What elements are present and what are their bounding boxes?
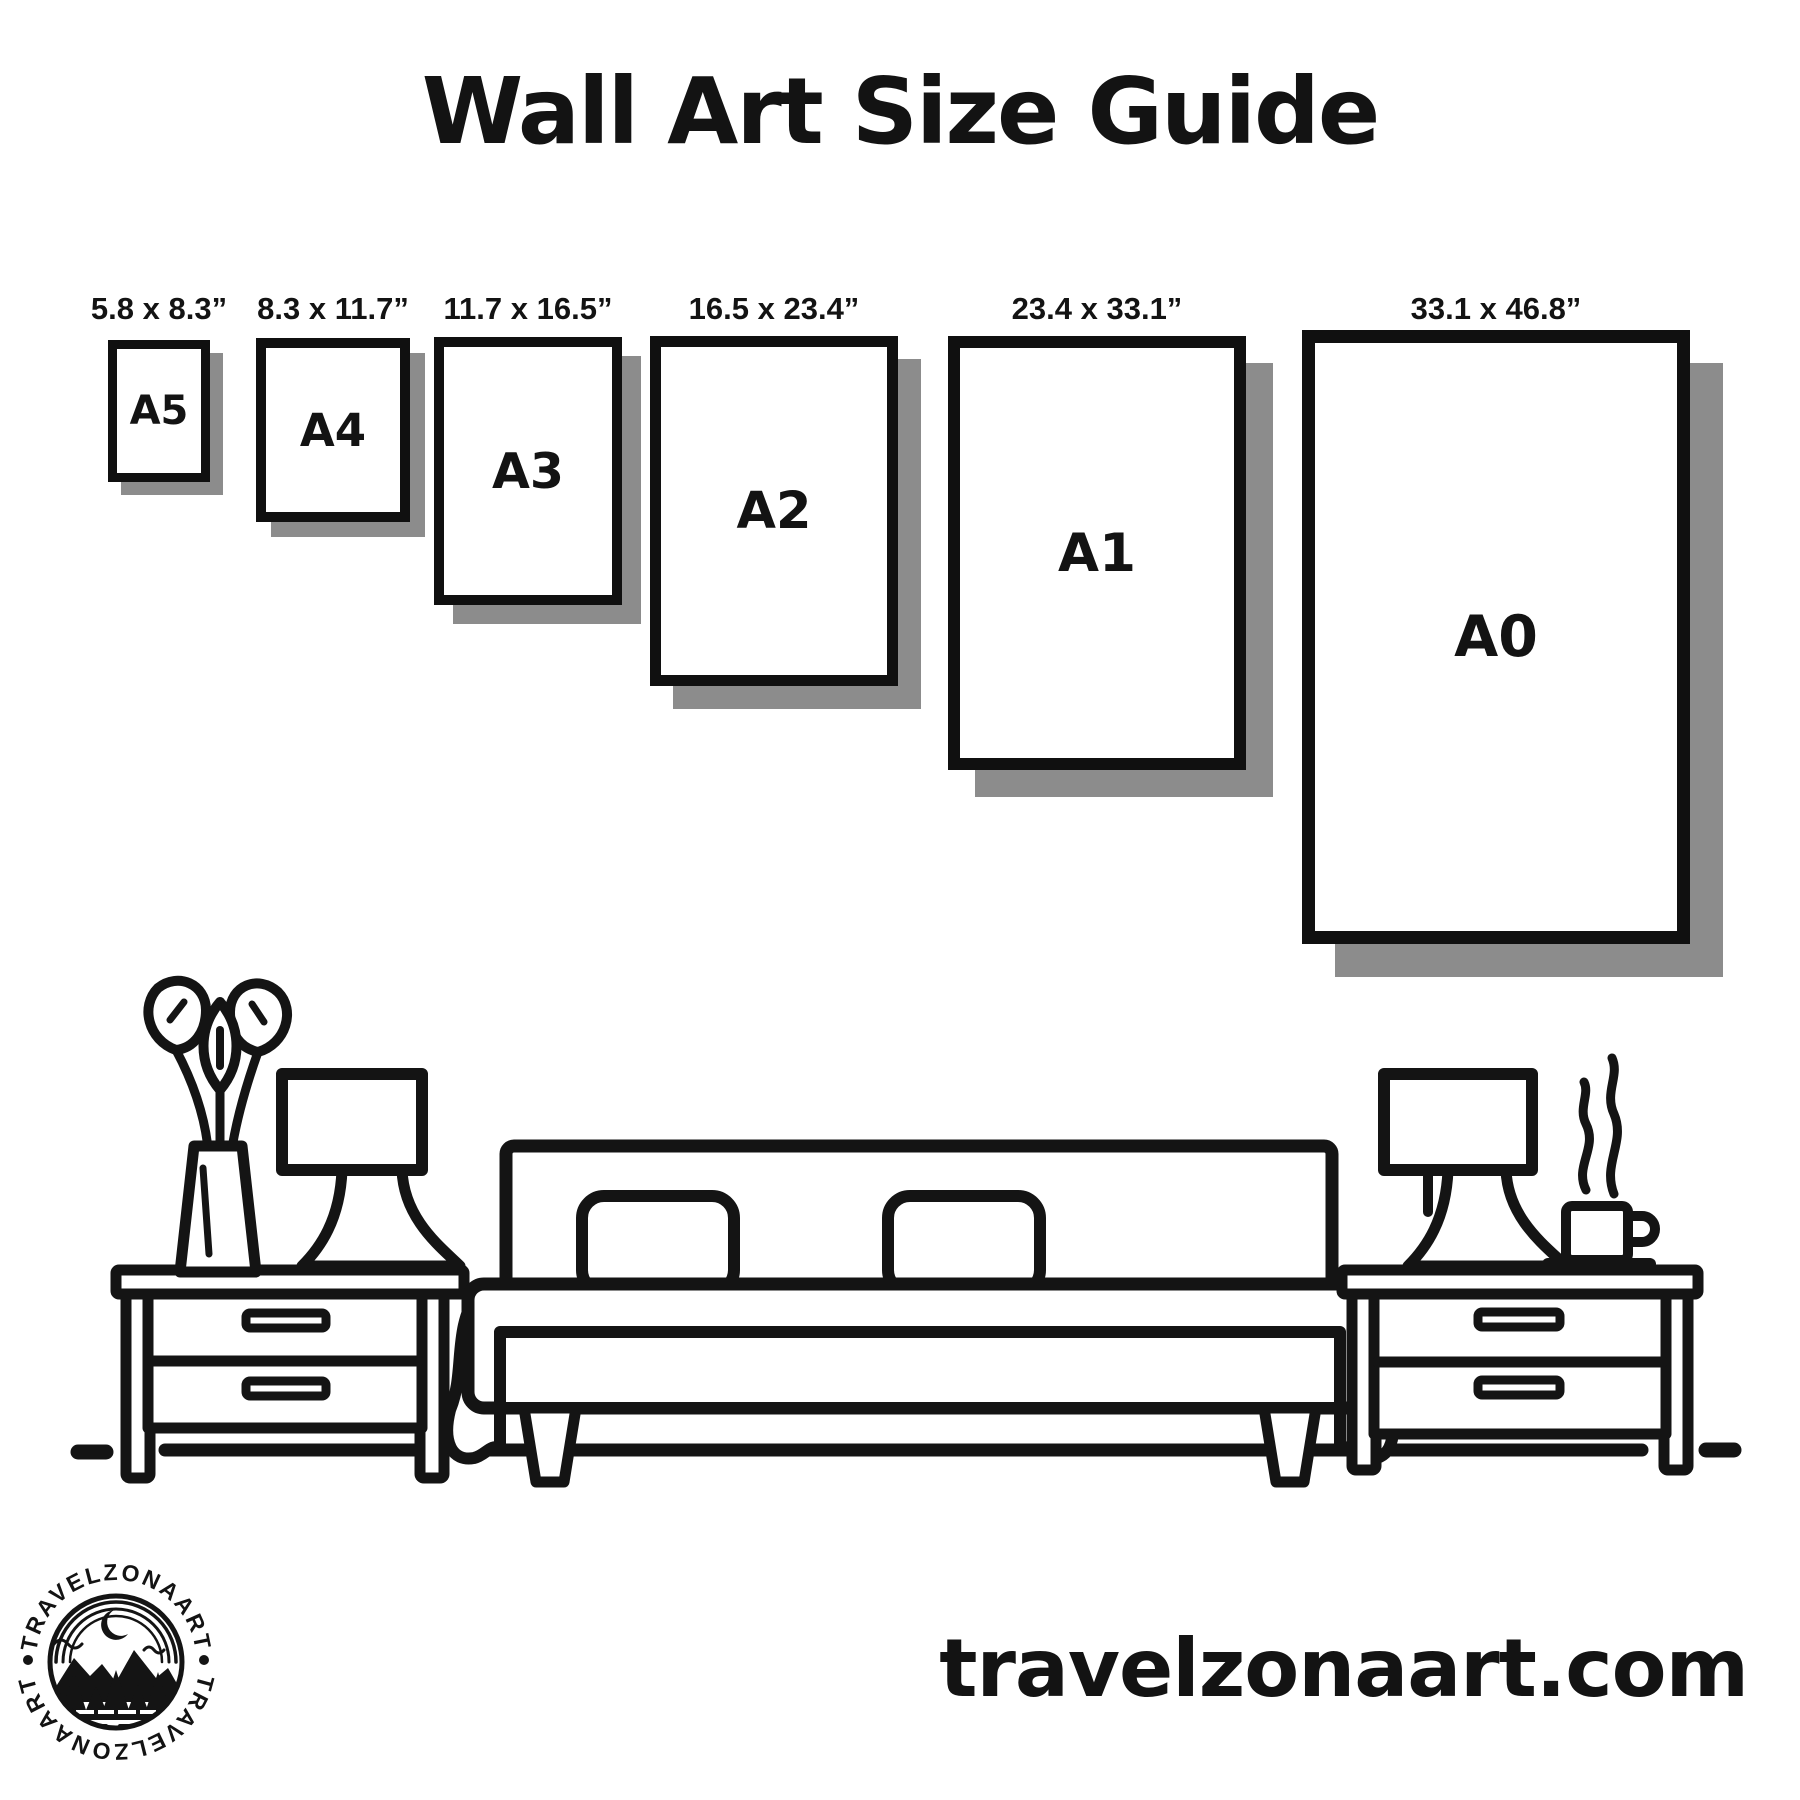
brand-logo [6,1550,226,1770]
bed-leg-right [1264,1408,1316,1482]
frame-letter-a3: A3 [491,442,565,500]
floor-line [78,1450,1734,1452]
logo-ring-text-top: TRAVELZONAART [15,1558,217,1654]
logo-ring-text-bottom: TRAVELZONAART [12,1672,220,1766]
page-title: Wall Art Size Guide [421,58,1379,165]
duvet-panel [500,1332,1340,1408]
lamp-left [282,1074,460,1266]
coffee-mug [1548,1058,1655,1264]
size-label-a0: 33.1 x 46.8” [1410,291,1582,326]
size-label-a1: 23.4 x 33.1” [1011,291,1183,326]
size-label-a2: 16.5 x 23.4” [688,291,860,326]
frame-letter-a1: A1 [1058,522,1136,584]
size-label-a5: 5.8 x 8.3” [90,291,228,326]
frame-letter-a5: A5 [129,388,189,434]
website-text: travelzonaart.com [939,1622,1748,1715]
steam-icon [1583,1082,1590,1190]
frame-letter-a4: A4 [299,403,367,457]
lamp-right [1384,1074,1566,1266]
bed [447,1146,1392,1482]
frame-letter-a2: A2 [736,481,812,541]
size-label-a3: 11.7 x 16.5” [443,291,613,326]
bed-leg-left [524,1408,576,1482]
steam-icon [1611,1058,1618,1194]
logo-dot-right [199,1655,209,1665]
plant-vase [148,981,287,1272]
moon-icon [101,1610,128,1640]
logo-dot-left [23,1655,33,1665]
frame-letter-a0: A0 [1454,604,1538,670]
size-label-a4: 8.3 x 11.7” [257,291,409,326]
